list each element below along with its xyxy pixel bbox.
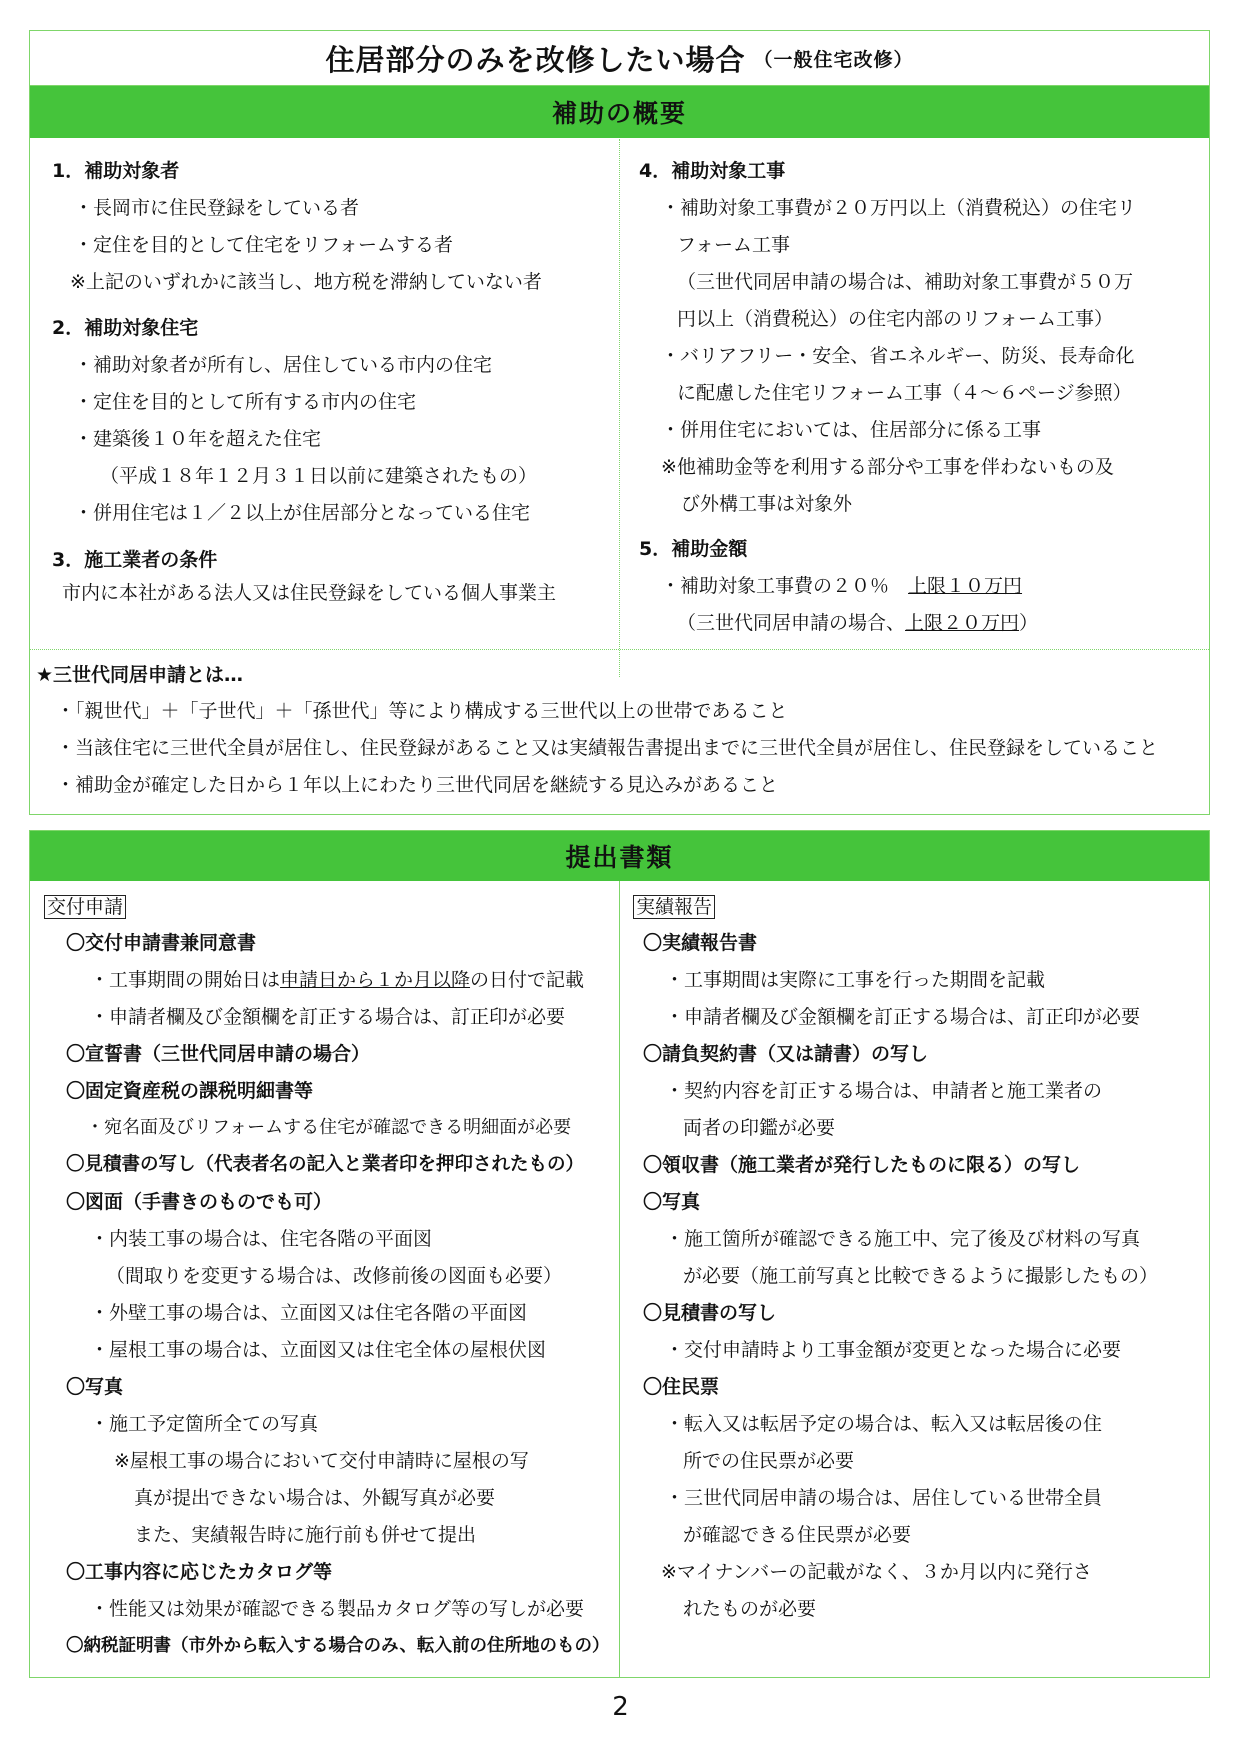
s5-line2-text: （三世代同居申請の場合、 <box>677 612 906 634</box>
overview-columns <box>30 139 1209 677</box>
s5-line1 <box>661 574 1022 598</box>
s4-line: に配慮した住宅リフォーム工事（４～６ページ参照） <box>677 382 1132 404</box>
page-title <box>30 31 1209 86</box>
s2-title: 2．補助対象住宅 <box>52 317 199 339</box>
s5-line1-text: ・補助対象工事費の２０％ <box>661 575 909 597</box>
right-line: 〇写真 <box>643 1191 701 1213</box>
right-line: 〇実績報告書 <box>643 932 758 954</box>
s1-item: ・定住を目的として住宅をリフォームする者 <box>74 234 454 256</box>
right-line: ※マイナンバーの記載がなく、３か月以内に発行さ <box>661 1561 1092 1583</box>
s3-title: 3．施工業者の条件 <box>52 549 218 571</box>
overview-left <box>30 139 618 677</box>
right-line: 〇見積書の写し <box>643 1302 777 1324</box>
right-line: 両者の印鑑が必要 <box>683 1117 836 1139</box>
s1-title: 1．補助対象者 <box>52 160 180 182</box>
s2-item: ・併用住宅は１／２以上が住居部分となっている住宅 <box>74 502 531 524</box>
right-line: ・三世代同居申請の場合は、居住している世帯全員 <box>665 1487 1103 1509</box>
overview-right <box>621 139 1209 677</box>
overview-heading: 補助の概要 <box>30 86 1209 138</box>
s5-line2-end: ） <box>1019 612 1039 634</box>
right-line: 所での住民票が必要 <box>683 1450 855 1472</box>
s5-limit-1: 上限１０万円 <box>908 575 1023 597</box>
title-subtitle: （一般住宅改修） <box>753 48 914 71</box>
right-line: ・施工箇所が確認できる施工中、完了後及び材料の写真 <box>665 1228 1141 1250</box>
left-line: （間取りを変更する場合は、改修前後の図面も必要） <box>106 1265 563 1287</box>
label-wrap <box>633 895 715 919</box>
column-divider <box>619 139 620 677</box>
left-line-text: の日付で記載 <box>470 969 585 991</box>
left-line: ・内装工事の場合は、住宅各階の平面図 <box>90 1228 433 1250</box>
sandai-title: ★三世代同居申請とは… <box>36 664 244 686</box>
s5-line2 <box>677 611 1038 635</box>
left-line: 〇交付申請書兼同意書 <box>66 932 257 954</box>
title-text: 住居部分のみを改修したい場合 <box>325 42 746 77</box>
sandai-item: ・「親世代」＋「子世代」＋「孫世代」等により構成する三世代以上の世帯であること <box>56 700 788 722</box>
s4-line: 円以上（消費税込）の住宅内部のリフォーム工事） <box>677 308 1114 330</box>
s3-text: 市内に本社がある法人又は住民登録をしている個人事業主 <box>62 582 557 604</box>
documents-box <box>29 830 1210 1678</box>
left-line: ・外壁工事の場合は、立面図又は住宅各階の平面図 <box>90 1302 528 1324</box>
s5-title: 5．補助金額 <box>639 538 748 560</box>
s1-note: ※上記のいずれかに該当し、地方税を滞納していない者 <box>70 271 542 293</box>
right-line: 〇請負契約書（又は請書）の写し <box>643 1043 929 1065</box>
sandai-divider <box>30 649 1209 650</box>
left-line: ・申請者欄及び金額欄を訂正する場合は、訂正印が必要 <box>90 1006 566 1028</box>
docs-right <box>621 881 1209 1677</box>
s1-item: ・長岡市に住民登録をしている者 <box>74 197 360 219</box>
right-line: れたものが必要 <box>683 1598 817 1620</box>
left-line: 〇宣誓書（三世代同居申請の場合） <box>66 1043 371 1065</box>
s4-line: ・併用住宅においては、住居部分に係る工事 <box>661 419 1042 441</box>
s4-line: ・バリアフリー・安全、省エネルギー、防災、長寿命化 <box>661 345 1135 367</box>
left-line-text: ・工事期間の開始日は <box>90 969 281 991</box>
right-line: 〇領収書（施工業者が発行したものに限る）の写し <box>643 1154 1081 1176</box>
docs-left <box>30 881 618 1677</box>
s4-title: 4．補助対象工事 <box>639 160 786 182</box>
right-line: ・申請者欄及び金額欄を訂正する場合は、訂正印が必要 <box>665 1006 1141 1028</box>
left-line-underline: 申請日から１か月以降 <box>280 969 471 991</box>
s2-item: ・建築後１０年を超えた住宅 <box>74 428 322 450</box>
right-line: が確認できる住民票が必要 <box>683 1524 912 1546</box>
right-line: ・契約内容を訂正する場合は、申請者と施工業者の <box>665 1080 1103 1102</box>
left-line: 〇工事内容に応じたカタログ等 <box>66 1561 333 1583</box>
docs-divider <box>619 881 620 1677</box>
s4-line: （三世代同居申請の場合は、補助対象工事費が５０万 <box>677 271 1134 293</box>
left-line: 〇写真 <box>66 1376 124 1398</box>
left-line: また、実績報告時に施行前も併せて提出 <box>134 1524 477 1546</box>
left-line: ・性能又は効果が確認できる製品カタログ等の写しが必要 <box>90 1598 585 1620</box>
s4-line: び外構工事は対象外 <box>681 493 853 515</box>
right-line: 〇住民票 <box>643 1376 720 1398</box>
docs-columns <box>30 881 1209 1677</box>
s2-item: ・補助対象者が所有し、居住している市内の住宅 <box>74 354 493 376</box>
right-line: ・転入又は転居予定の場合は、転入又は転居後の住 <box>665 1413 1103 1435</box>
s2-item: ・定住を目的として所有する市内の住宅 <box>74 391 417 413</box>
s2-item: （平成１８年１２月３１日以前に建築されたもの） <box>100 465 538 487</box>
left-line: 真が提出できない場合は、外観写真が必要 <box>134 1487 496 1509</box>
s4-line: フォーム工事 <box>677 234 791 256</box>
sandai-item: ・当該住宅に三世代全員が居住し、住民登録があること又は実績報告書提出までに三世代全員が居住し、住民登録をしていること <box>56 737 1159 759</box>
overview-box <box>29 30 1210 815</box>
right-line: が必要（施工前写真と比較できるように撮影したもの） <box>683 1265 1159 1287</box>
kofu-label: 交付申請 <box>44 895 126 919</box>
left-line: 〇見積書の写し（代表者名の記入と業者印を押印されたもの） <box>66 1154 585 1175</box>
right-line: ・交付申請時より工事金額が変更となった場合に必要 <box>665 1339 1122 1361</box>
label-wrap <box>44 895 126 919</box>
left-line: ※屋根工事の場合において交付申請時に屋根の写 <box>114 1450 529 1472</box>
left-line <box>90 968 584 992</box>
sandai-item: ・補助金が確定した日から１年以上にわたり三世代同居を継続する見込みがあること <box>56 774 779 796</box>
left-line: 〇図面（手書きのものでも可） <box>66 1191 333 1213</box>
right-line: ・工事期間は実際に工事を行った期間を記載 <box>665 969 1046 991</box>
jisseki-label: 実績報告 <box>633 895 715 919</box>
docs-heading: 提出書類 <box>30 831 1209 881</box>
s4-line: ※他補助金等を利用する部分や工事を伴わないもの及 <box>661 456 1114 478</box>
left-line: 〇固定資産税の課税明細書等 <box>66 1080 314 1102</box>
left-line: 〇納税証明書（市外から転入する場合のみ、転入前の住所地のもの） <box>66 1636 610 1656</box>
page-number: 2 <box>612 1692 629 1722</box>
s4-line: ・補助対象工事費が２０万円以上（消費税込）の住宅リ <box>661 197 1137 219</box>
left-line: ・宛名面及びリフォームする住宅が確認できる明細面が必要 <box>86 1117 572 1138</box>
s5-limit-2: 上限２０万円 <box>905 612 1020 634</box>
left-line: ・屋根工事の場合は、立面図又は住宅全体の屋根伏図 <box>90 1339 547 1361</box>
left-line: ・施工予定箇所全ての写真 <box>90 1413 319 1435</box>
